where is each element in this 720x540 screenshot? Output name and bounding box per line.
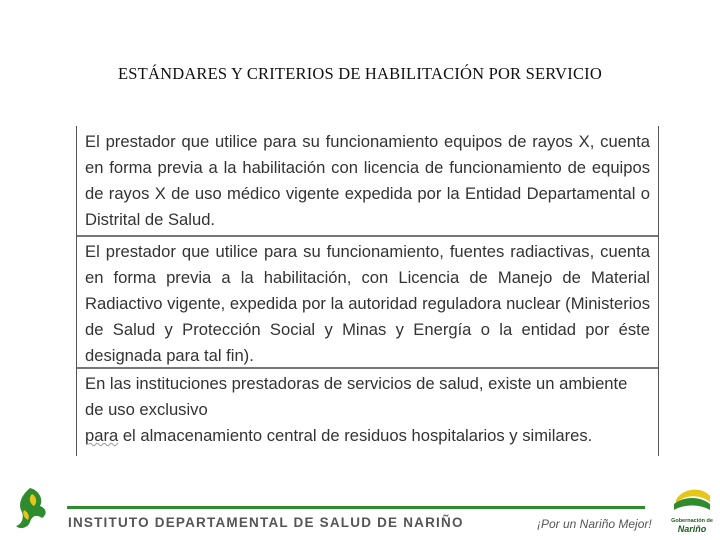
footer-institution: INSTITUTO DEPARTAMENTAL DE SALUD DE NARIÑO (68, 515, 464, 530)
spellcheck-underlined-word: para (85, 426, 119, 445)
ids-bird-logo-icon (10, 484, 50, 532)
gov-name: Nariño (677, 524, 707, 534)
standard-residuos (77, 367, 658, 456)
footer-slogan: ¡Por un Nariño Mejor! (537, 517, 652, 531)
standard-residuos-line2 (85, 423, 650, 449)
standard-residuos-line1: En las instituciones prestadoras de servicios de salud, existe un ambiente de uso exclusivo (85, 374, 628, 419)
standards-table (76, 126, 659, 456)
standard-residuos-line2-rest: el almacenamiento central de residuos hospitalarios y similares. (118, 426, 593, 445)
standard-fuentes-radiactivas: El prestador que utilice para su funcionamiento, fuentes radiactivas, cuenta en forma previa a la habilitación, con Licencia de Manejo de Material Radiactivo vigente, expedida por la autoridad reguladora nuclear (Ministerios de Salud y Protección Social y Minas y Energía o la entidad por éste designada para tal fin). (77, 235, 658, 365)
footer-divider (67, 506, 645, 509)
standard-rayos-x: El prestador que utilice para su funcionamiento equipos de rayos X, cuenta en forma previa a la habilitación con licencia de funcionamiento de equipos de rayos X de uso médico vigente expedida por la Entidad Departamental o Distrital de Salud. (85, 132, 650, 229)
gov-label: Gobernación de (671, 518, 713, 524)
page-title: ESTÁNDARES Y CRITERIOS DE HABILITACIÓN POR SERVICIO (118, 64, 602, 83)
